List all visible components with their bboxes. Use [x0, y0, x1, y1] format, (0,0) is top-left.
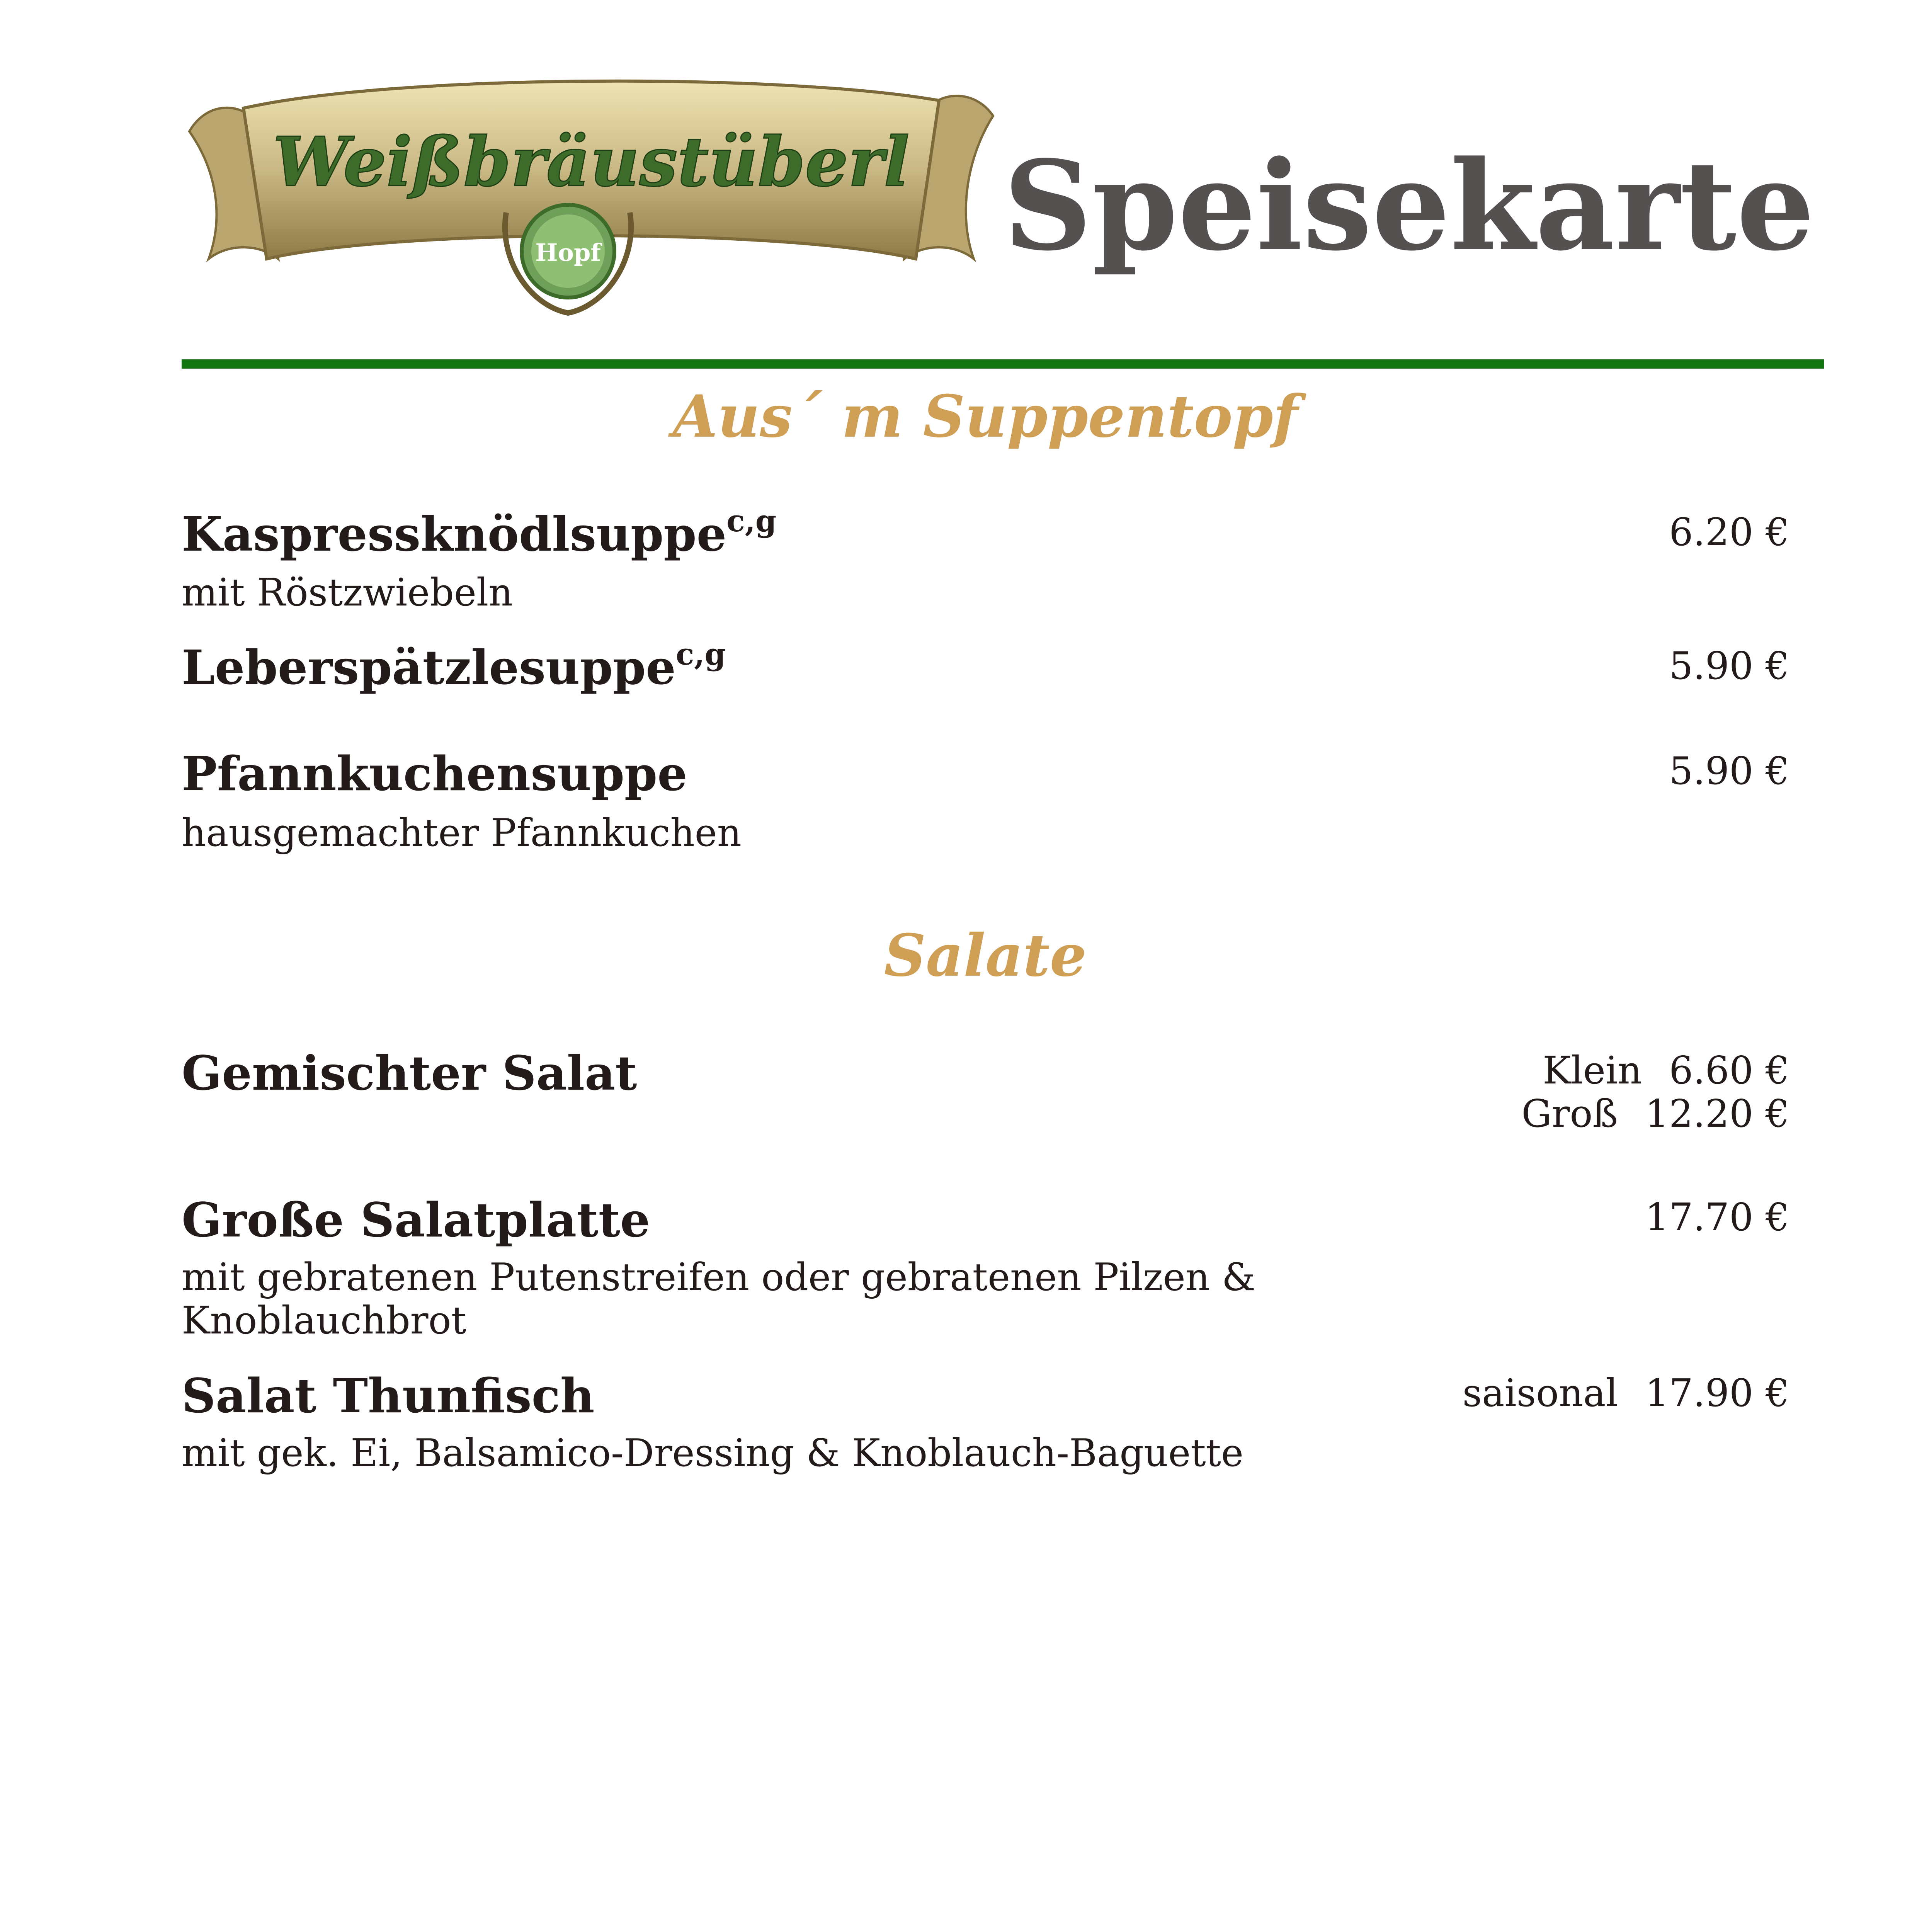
- header-divider: [182, 359, 1824, 369]
- price-value: 6.60 €: [1669, 1049, 1789, 1093]
- menu-item-price: 5.90 €: [1669, 644, 1789, 688]
- price-value: 17.90 €: [1645, 1371, 1789, 1415]
- menu-item-name: Gemischter Salat: [182, 1045, 637, 1101]
- section-heading-soups: Aus´ m Suppentopf: [672, 383, 1298, 451]
- page-title: Speisekarte: [1003, 133, 1815, 278]
- section-heading-salads: Salate: [884, 922, 1087, 990]
- menu-item-price: 5.90 €: [1669, 749, 1789, 793]
- restaurant-logo: [182, 43, 1001, 336]
- description-line: mit gebratenen Putenstreifen oder gebratenen Pilzen &: [182, 1255, 1256, 1299]
- menu-item-price: [1463, 1372, 1789, 1415]
- menu-item-description: mit Röstzwiebeln: [182, 571, 513, 615]
- price-value: 12.20 €: [1645, 1092, 1789, 1136]
- logo-emblem-text: Hopf: [535, 238, 601, 267]
- size-label: Groß: [1521, 1092, 1618, 1136]
- description-line: Knoblauchbrot: [182, 1299, 466, 1343]
- seasonal-label: saisonal: [1462, 1371, 1618, 1415]
- menu-item-name: Leberspätzlesuppe$^{c,g}$: [182, 637, 726, 695]
- menu-item-name: Salat Thunfisch: [182, 1368, 595, 1423]
- menu-item-price: 6.20 €: [1669, 510, 1789, 554]
- menu-item-description: [182, 1256, 1255, 1342]
- size-label: Klein: [1543, 1049, 1642, 1093]
- menu-item-name: Pfannkuchensuppe: [182, 746, 687, 801]
- menu-item-description: hausgemachter Pfannkuchen: [182, 811, 742, 855]
- menu-item-name: Große Salatplatte: [182, 1192, 650, 1248]
- allergen-codes: c,g: [726, 503, 777, 539]
- price-option-large: [1521, 1092, 1789, 1136]
- price-option-small: [1521, 1049, 1789, 1092]
- menu-item-price-options: [1521, 1049, 1789, 1136]
- menu-item-price: 17.70 €: [1645, 1196, 1789, 1240]
- menu-item-description: mit gek. Ei, Balsamico-Dressing & Knoblauch-Baguette: [182, 1431, 1244, 1475]
- logo-wordmark: Weißbräustüberl: [273, 122, 910, 202]
- allergen-codes: c,g: [675, 637, 726, 672]
- menu-item-name: Kaspressknödlsuppe$^{c,g}$: [182, 503, 777, 562]
